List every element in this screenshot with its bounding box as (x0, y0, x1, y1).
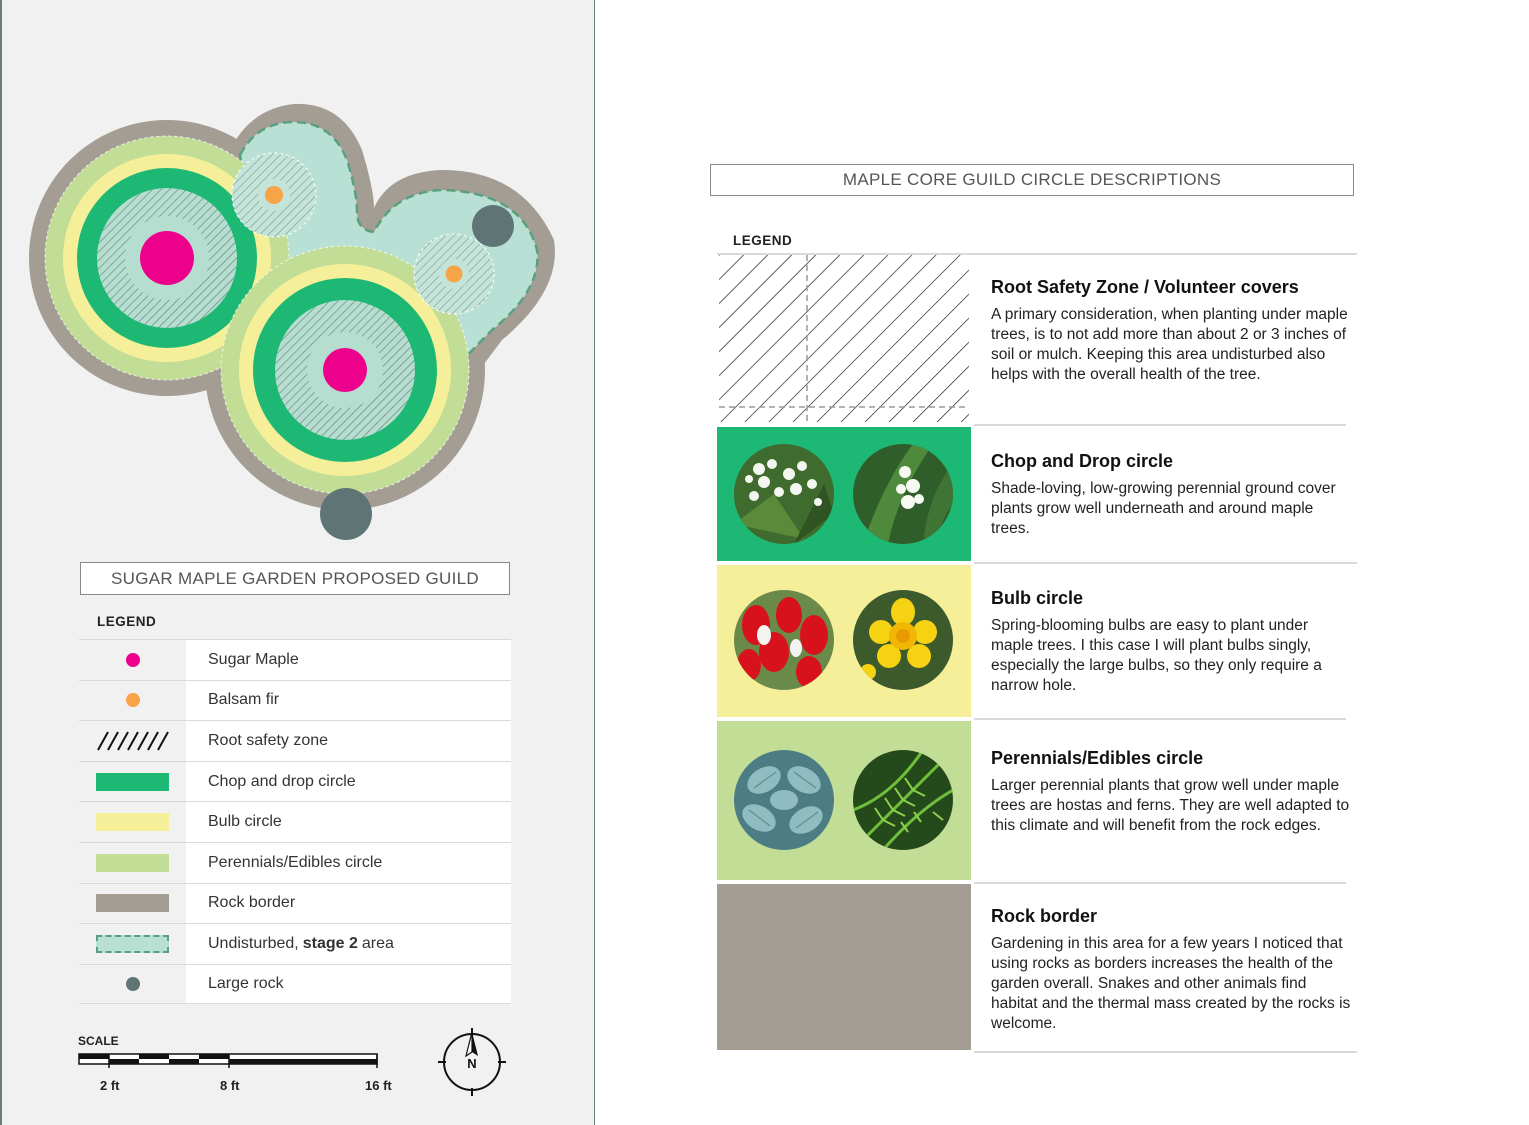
white-flower-cluster-photo (734, 444, 834, 544)
hatch-icon (96, 731, 169, 751)
legend-label: Rock border (186, 884, 511, 924)
desc-body: Larger perennial plants that grow well under maple trees are hostas and ferns. They are well adapted to this climate and will benefit from the rock edges. (991, 777, 1350, 834)
divider (974, 718, 1346, 720)
slate-dot-icon (126, 977, 140, 991)
balsam-fir-1 (232, 153, 316, 237)
desc-body: A primary consideration, when planting under maple trees, is to not add more than about 2 or 3 inches of soil or mulch. Keeping this area undisturbed also helps with the overall health of the tree. (991, 306, 1348, 383)
desc-title: Chop and Drop circle (991, 451, 1174, 471)
fern-photo (853, 750, 953, 850)
compass-letter: N (467, 1056, 477, 1071)
right-panel-title: MAPLE CORE GUILD CIRCLE DESCRIPTIONS (710, 164, 1354, 196)
lily-of-the-valley-photo (853, 444, 953, 544)
divider (974, 1051, 1357, 1053)
desc-row-root-safety (717, 255, 1357, 425)
yellow-daffodils-photo (853, 590, 953, 690)
scale-tick: 2 ft (100, 1078, 120, 1093)
legend-label: Large rock (186, 965, 511, 1004)
scale-bar (78, 1052, 380, 1070)
divider (974, 424, 1346, 426)
scale-tick: 8 ft (220, 1078, 240, 1093)
legend-row-root-safety-zone (79, 720, 511, 761)
legend-label: Chop and drop circle (186, 762, 511, 802)
bulb-swatch (717, 565, 971, 717)
legend-label-part: area (361, 934, 394, 952)
divider (974, 562, 1357, 564)
desc-title: Bulb circle (991, 588, 1084, 608)
hosta-photo (734, 750, 834, 850)
desc-body: Gardening in this area for a few years I noticed that using rocks as borders increases the health of the garden overall. Snakes and other animals find habitat and the thermal mass created by the rocks is welcome. (991, 935, 1351, 1032)
garden-plan-map (2, 0, 597, 560)
desc-row-perennials (717, 721, 1357, 880)
desc-body: Shade-loving, low-growing perennial ground cover plants grow well underneath and around maple trees. (991, 480, 1336, 537)
yellow-bar-icon (96, 813, 169, 831)
scale-tick: 16 ft (365, 1078, 392, 1093)
legend-row-undisturbed (79, 923, 511, 964)
light-green-bar-icon (96, 854, 169, 872)
pink-dot-icon (126, 653, 140, 667)
orange-dot-icon (126, 693, 140, 707)
red-tulips-photo (734, 590, 834, 690)
legend-label: Balsam fir (186, 681, 511, 721)
green-bar-icon (96, 773, 169, 791)
desc-body: Spring-blooming bulbs are easy to plant under maple trees. I this case I will plant bulbs singly, especially the large bulbs, so they only require a narrow hole. (991, 617, 1322, 694)
legend-row-chop-drop (79, 761, 511, 802)
sugar-maple-2-icon (323, 348, 367, 392)
legend-label-part: Undisturbed, (208, 934, 299, 952)
desc-title: Perennials/Edibles circle (991, 748, 1204, 768)
legend-label: Root safety zone (186, 721, 511, 761)
balsam-fir-1-icon (265, 186, 283, 204)
legend-label: Perennials/Edibles circle (186, 843, 511, 883)
compass-icon (438, 1026, 508, 1098)
balsam-fir-2-icon (446, 266, 463, 283)
legend-label: Sugar Maple (186, 640, 511, 680)
large-rock-1-icon (472, 205, 514, 247)
desc-row-chop-drop (717, 427, 1357, 561)
dashed-area-icon (96, 935, 169, 953)
left-panel (0, 0, 595, 1125)
sugar-maple-1-icon (140, 231, 194, 285)
desc-row-rock-border (717, 884, 1357, 1052)
scale-heading: SCALE (78, 1034, 119, 1048)
right-legend-heading: LEGEND (733, 233, 793, 248)
hatch-swatch (717, 255, 971, 422)
legend-row-balsam-fir (79, 680, 511, 721)
gray-bar-icon (96, 894, 169, 912)
perennials-swatch (717, 721, 971, 880)
desc-row-bulb (717, 565, 1357, 717)
legend-label (186, 924, 511, 964)
left-legend (79, 639, 511, 1004)
rock-border-swatch (717, 884, 971, 1050)
legend-row-large-rock (79, 964, 511, 1005)
balsam-fir-2 (414, 234, 494, 314)
left-legend-heading: LEGEND (97, 614, 157, 629)
legend-label: Bulb circle (186, 802, 511, 842)
desc-title: Root Safety Zone / Volunteer covers (991, 277, 1299, 297)
legend-row-bulb (79, 801, 511, 842)
left-panel-title: SUGAR MAPLE GARDEN PROPOSED GUILD (80, 562, 510, 595)
legend-label-bold: stage 2 (302, 934, 358, 952)
legend-row-rock-border (79, 883, 511, 924)
legend-row-sugar-maple (79, 639, 511, 680)
legend-row-perennials (79, 842, 511, 883)
chop-drop-swatch (717, 427, 971, 561)
large-rock-2-icon (320, 488, 372, 540)
desc-title: Rock border (991, 906, 1098, 926)
